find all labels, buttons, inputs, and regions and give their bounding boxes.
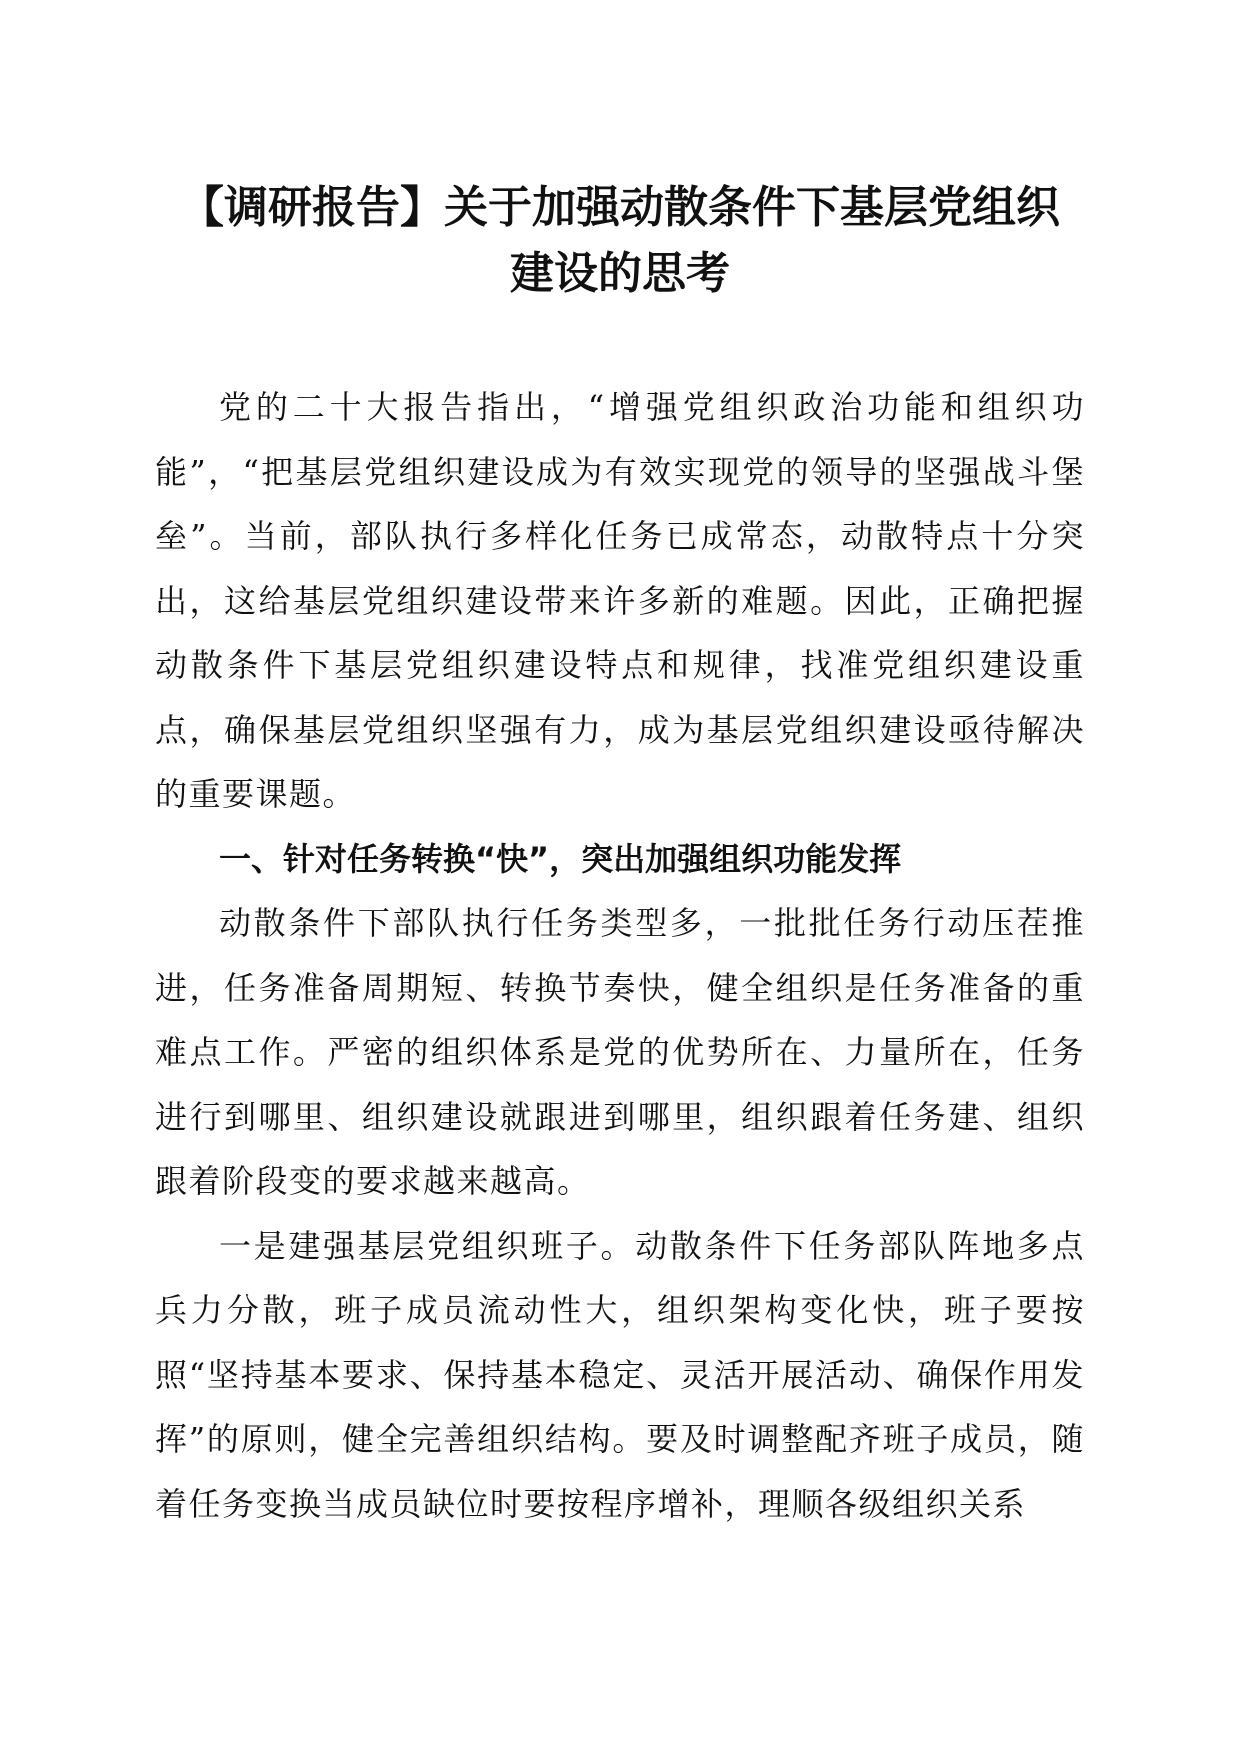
document-title-line-2: 建设的思考 xyxy=(510,248,730,299)
document-body xyxy=(155,375,1085,1536)
section-heading-1: 一、针对任务转换“快”，突出加强组织功能发挥 xyxy=(219,839,902,878)
section-1-paragraph: 动散条件下部队执行任务类型多，一批批任务行动压茬推进，任务准备周期短、转换节奏快，健全组织是任务准备的重难点工作。严密的组织体系是党的优势所在、力量所在，任务进行到哪里、组织建设就跟进到哪里，组织跟着任务建、组织跟着阶段变的要求越来越高。 xyxy=(155,904,1085,1200)
document-title-line-1: 【调研报告】关于加强动散条件下基层党组织 xyxy=(180,182,1060,233)
intro-paragraph: 党的二十大报告指出，“增强党组织政治功能和组织功能”，“把基层党组织建设成为有效实现党的领导的坚强战斗堡垒”。当前，部队执行多样化任务已成常态，动散特点十分突出，这给基层党组织建设带来许多新的难题。因此，正确把握动散条件下基层党组织建设特点和规律，找准党组织建设重点，确保基层党组织坚强有力，成为基层党组织建设亟待解决的重要课题。 xyxy=(155,388,1085,813)
section-1-point-1-paragraph: 一是建强基层党组织班子。动散条件下任务部队阵地多点兵力分散，班子成员流动性大，组织架构变化快，班子要按照“坚持基本要求、保持基本稳定、灵活开展活动、确保作用发挥”的原则，健全完善组织结构。要及时调整配齐班子成员，随着任务变换当成员缺位时要按程序增补，理顺各级组织关系 xyxy=(155,1226,1085,1523)
